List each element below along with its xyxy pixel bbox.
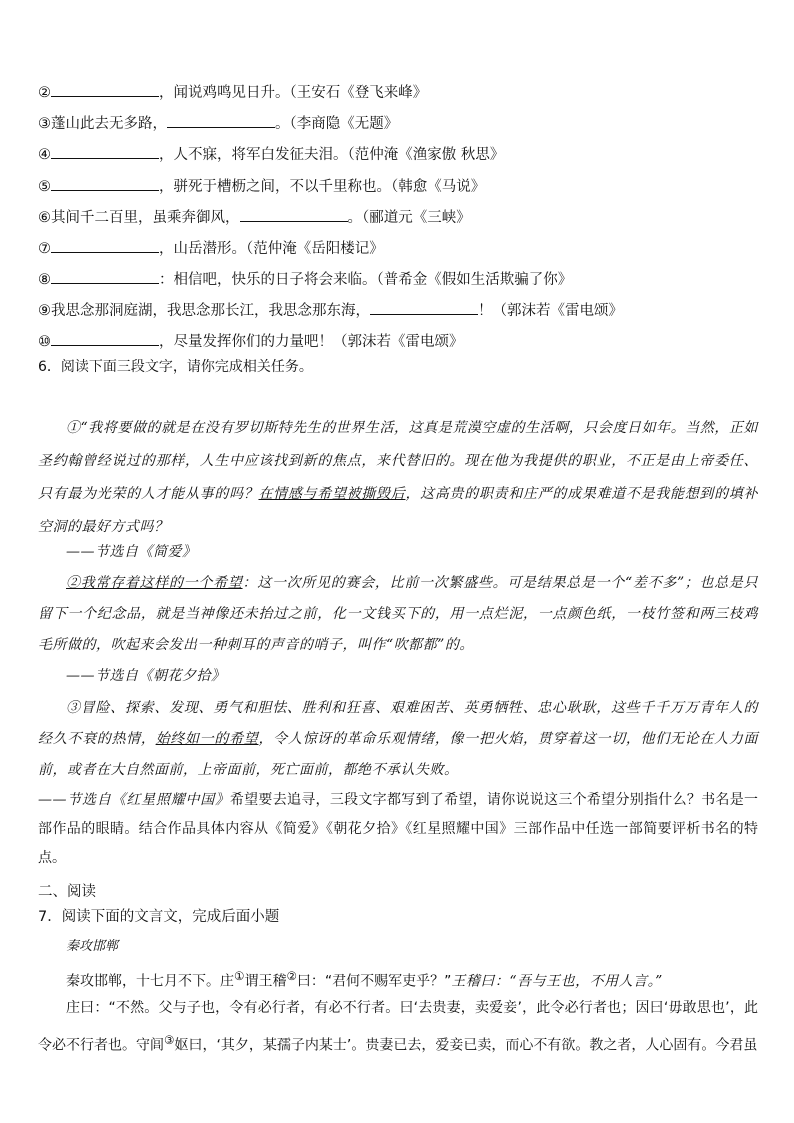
line-text-after: ，骈死于槽枥之间，不以千里称也。（韩愈《马说》 bbox=[159, 179, 486, 195]
note-3: ③ bbox=[164, 1033, 175, 1047]
q7-p1-b: 谓王稽 bbox=[244, 973, 287, 990]
line-text-after: ，尽量发挥你们的力量吧！（郭沫若《雷电颂》 bbox=[159, 334, 464, 350]
answer-blank[interactable] bbox=[51, 238, 159, 253]
q6-task bbox=[38, 786, 758, 873]
line-text-before: 其间千二百里，虽乘奔御风， bbox=[51, 210, 240, 226]
answer-blank[interactable] bbox=[51, 144, 159, 159]
q6-passage-2 bbox=[38, 568, 758, 661]
q6-p2-underlined: ②我常存着这样的一个希望 bbox=[66, 575, 243, 591]
blank-line bbox=[38, 144, 504, 164]
line-text-after: ，人不寐，将军白发征夫泪。（范仲淹《渔家傲 秋思》 bbox=[159, 147, 505, 163]
blank-line bbox=[38, 113, 398, 133]
item-number: ③ bbox=[38, 116, 51, 132]
section-heading-reading: 二、阅读 bbox=[38, 884, 96, 900]
blank-line bbox=[38, 176, 485, 196]
item-number: ⑧ bbox=[38, 272, 51, 288]
q6-p3-text-b: ，令人惊讶的革命乐观情绪，像一把火焰，贯穿着这一切，他们无论在人力面前，或者在大自然面前，上帝面前，死亡面前，都绝不承认失败。 bbox=[38, 731, 759, 778]
q7-p2-b: 妪曰，‘其夕，某孺子内某士’。贵妻已去，爱妾已卖，而心不有欲。教之者，人心固有。今君虽 bbox=[174, 1037, 758, 1054]
blank-line bbox=[38, 238, 384, 258]
q7-stem: 7．阅读下面的文言文，完成后面小题 bbox=[38, 909, 280, 925]
answer-blank[interactable] bbox=[51, 269, 159, 284]
q6-p2-text: ：这一次所见的赛会，比前一次繁盛些。可是结果总是一个“差不多”；也总是只留下一个纪念品，就是当神像还未抬过之前，化一文钱买下的，用一点烂泥，一点颜色纸，一枝竹签和两三枝鸡毛所做的，吹起来会发出一种刺耳的声音的哨子，叫作“吹都都”的。 bbox=[38, 575, 759, 653]
blank-line bbox=[38, 207, 471, 227]
q6-source-2: ——节选自《朝花夕拾》 bbox=[66, 668, 226, 684]
q6-p1-text-b: ，这高贵的职责和庄严的成果难道不是我能想到的填补空洞的最好方式吗？ bbox=[38, 486, 759, 535]
blank-line bbox=[38, 331, 464, 351]
item-number: ⑨ bbox=[38, 303, 51, 319]
line-text-after: ：相信吧，快乐的日子将会来临。（普希金《假如生活欺骗了你》 bbox=[159, 272, 573, 288]
q6-passage-3 bbox=[38, 693, 758, 786]
item-number: ⑥ bbox=[38, 210, 51, 226]
item-number: ⑤ bbox=[38, 179, 51, 195]
line-text-after: ，闻说鸡鸣见日升。（王安石《登飞来峰》 bbox=[159, 85, 428, 101]
item-number: ⑦ bbox=[38, 241, 51, 257]
q7-passage-title: 秦攻邯郸 bbox=[66, 939, 119, 954]
blank-line bbox=[38, 300, 623, 320]
q7-p1-c: 曰：“君何不赐军吏乎？” bbox=[296, 973, 452, 990]
q6-p1-underlined: 在情感与希望被撕毁后 bbox=[258, 486, 406, 502]
line-text-after: 。（李商隐《无题》 bbox=[275, 116, 399, 132]
q6-p3-underlined: 始终如一的希望 bbox=[155, 731, 259, 747]
line-text-before: 我思念那洞庭湖，我思念那长江，我思念那东海， bbox=[51, 303, 370, 319]
answer-blank[interactable] bbox=[370, 300, 478, 315]
line-text-after: ，山岳潜形。（范仲淹《岳阳楼记》 bbox=[159, 241, 384, 257]
line-text-after: ！（郭沫若《雷电颂》 bbox=[478, 303, 623, 319]
q6-task-text: 希望要去追寻，三段文字都写到了希望，请你说说这三个希望分别指什么？书名是一部作品的眼睛。结合作品具体内容从《简爱》《朝花夕拾》《红星照耀中国》三部作品中任选一部简要评析书名的特点。 bbox=[38, 792, 758, 866]
line-text-before: 蓬山此去无多路， bbox=[51, 116, 167, 132]
blank-line bbox=[38, 82, 427, 102]
q6-p3-text-a: ③冒险、探索、发现、勇气和胆怯、胜利和狂喜、艰难困苦、英勇牺牲、忠心耿耿，这些千千万万青年人的经久不衰的热情， bbox=[38, 700, 758, 747]
q7-passage-2 bbox=[38, 992, 758, 1062]
q7-p2-a: 庄曰：“不然。父与子也，令有必行者，有必不行者。曰‘去贵妻，卖爱妾’，此令必行者也；因曰‘毋敢思也’，此令必不行者也。守闾 bbox=[38, 1000, 758, 1054]
item-number: ② bbox=[38, 85, 51, 101]
note-1: ① bbox=[234, 969, 245, 983]
q6-stem: 6．阅读下面三段文字，请你完成相关任务。 bbox=[38, 359, 313, 375]
answer-blank[interactable] bbox=[51, 82, 159, 97]
answer-blank[interactable] bbox=[51, 176, 159, 191]
blank-line bbox=[38, 269, 572, 289]
item-number: ④ bbox=[38, 147, 51, 163]
q6-source-3: ——节选自《红星照耀中国》 bbox=[38, 792, 230, 808]
answer-blank[interactable] bbox=[167, 113, 275, 128]
q7-p1-hand: 王稽曰：“吾与王也，不用人言。” bbox=[451, 973, 663, 990]
q6-source-1: ——节选自《简爱》 bbox=[66, 544, 197, 560]
item-number: ⑩ bbox=[38, 334, 51, 350]
answer-blank[interactable] bbox=[240, 207, 348, 222]
note-2: ② bbox=[286, 969, 297, 983]
q6-passage-1 bbox=[38, 412, 758, 544]
q6-p1-text-a: ①“我将要做的就是在没有罗切斯特先生的世界生活，这真是荒漠空虚的生活啊，只会度日如年。当然，正如圣约翰曾经说过的那样，人生中应该找到新的焦点，来代替旧的。现在他为我提供的职业，不正是由上帝委任、只有最为光荣的人才能从事的吗？ bbox=[38, 420, 758, 502]
q7-p1-a: 秦攻邯郸，十七月不下。庄 bbox=[66, 973, 234, 990]
answer-blank[interactable] bbox=[51, 331, 159, 346]
line-text-after: 。（郦道元《三峡》 bbox=[347, 210, 471, 226]
